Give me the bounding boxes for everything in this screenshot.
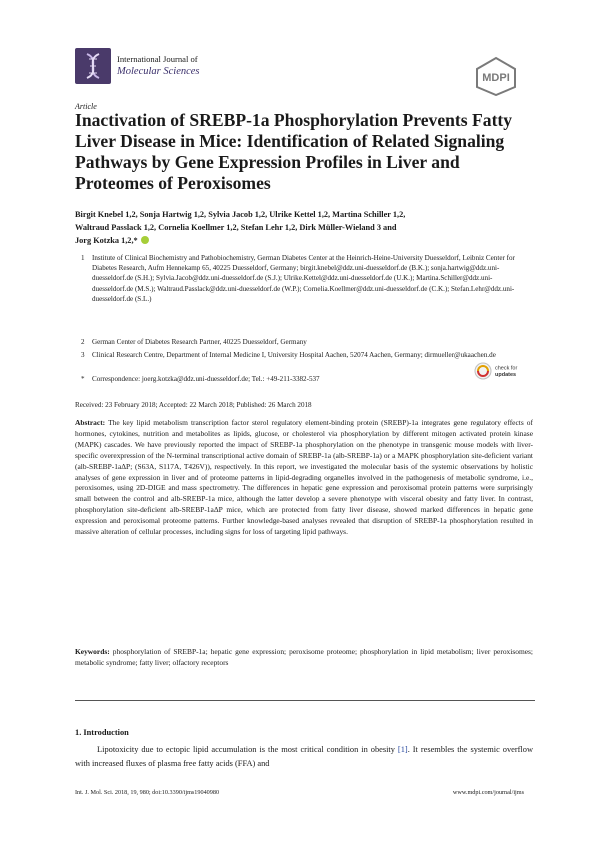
keywords	[75, 647, 533, 669]
author-line-2	[75, 221, 535, 234]
section-heading-introduction: 1. Introduction	[75, 728, 129, 737]
section-divider	[75, 700, 535, 701]
journal-logo	[75, 48, 111, 84]
dna-icon	[75, 48, 111, 84]
journal-name-line2: Molecular Sciences	[117, 66, 200, 77]
affiliation-number: *	[81, 375, 85, 383]
mdpi-logo	[474, 56, 518, 96]
affiliation-1	[75, 253, 515, 304]
author-line-1	[75, 208, 535, 221]
author-list	[75, 208, 535, 247]
introduction-paragraph	[75, 743, 533, 770]
mdpi-logo-text: MDPI	[482, 72, 510, 84]
footer-citation: Int. J. Mol. Sci. 2018, 19, 980; doi:10.3390/ijms19040980	[75, 789, 220, 796]
affiliation-text: German Center of Diabetes Research Partner, 40225 Duesseldorf, Germany	[92, 338, 307, 346]
paper-title: Inactivation of SREBP-1a Phosphorylation Prevents Fatty Liver Disease in Mice: Identification of Related Signaling Pathways by Gene Expression Profiles in Liver and Proteomes of Peroxisomes	[75, 110, 513, 193]
journal-name-line1: International Journal of	[117, 54, 198, 64]
intro-text-2: . It resembles the systemic overflow with increased fluxes of plasma free fatty acids (FFA) and	[75, 745, 533, 768]
footer-journal-url[interactable]: www.mdpi.com/journal/ijms	[452, 789, 524, 796]
affiliation-number: 3	[81, 351, 85, 359]
authors-line3-text: Jorg Kotzka 1,2,*	[75, 236, 138, 245]
affiliation-3	[75, 350, 515, 360]
orcid-icon[interactable]	[141, 236, 149, 244]
citation-link[interactable]: [1]	[397, 745, 408, 754]
article-type: Article	[75, 102, 97, 111]
authors-line1-text: Birgit Knebel 1,2, Sonja Hartwig 1,2, Sylvia Jacob 1,2, Ulrike Kettel 1,2, Martina Schiller 1,2,	[75, 210, 406, 219]
correspondence	[75, 374, 515, 384]
correspondence-text: Correspondence: joerg.kotzka@ddz.uni-duesseldorf.de; Tel.: +49-211-3382-537	[92, 375, 320, 383]
keywords-label: Keywords:	[75, 647, 110, 656]
affiliation-2	[75, 337, 515, 347]
check-for-updates-button[interactable]	[474, 361, 522, 381]
affiliation-text: Institute of Clinical Biochemistry and Pathobiochemistry, German Diabetes Center at the Heinrich-Heine-University Duesseldorf, Leibniz Center for Diabetes Research, Aufm Hennekamp 65, 40225 Duesseldorf, Germany; birgit.knebel@ddz.uni-duesseldorf.de (B.K.); sonja.hartwig@ddz.uni-duesseldorf.de (S.H.); Sylvia.Jacob@ddz.uni-duesseldorf.de (S.J.); Ulrike.Kettel@ddz.uni-duesseldorf.de (U.K.); Martina.Schiller@ddz.uni-duesseldorf.de (M.S.); Waltraud.Passlack@ddz.uni-duesseldorf.de (W.P.); Cornelia.Koellmer@ddz.uni-duesseldorf.de (C.K.); Stefan.Lehr@ddz.uni-duesseldorf.de (S.L.)	[92, 254, 515, 303]
check-updates-line2: updates	[495, 372, 517, 378]
abstract-label: Abstract:	[75, 418, 106, 427]
affiliation-number: 1	[81, 254, 85, 262]
authors-line2-text: Waltraud Passlack 1,2, Cornelia Koellmer 1,2, Stefan Lehr 1,2, Dirk Müller-Wieland 3 and	[75, 223, 397, 232]
publication-dates: Received: 23 February 2018; Accepted: 22 March 2018; Published: 26 March 2018	[75, 401, 312, 409]
abstract	[75, 418, 533, 538]
affiliation-text: Clinical Research Centre, Department of Internal Medicine I, University Hospital Aachen, 52074 Aachen, Germany; dirmueller@ukaachen.de	[92, 351, 496, 359]
intro-text-1: Lipotoxicity due to ectopic lipid accumulation is the most critical condition in obesity	[97, 745, 398, 754]
keywords-text: phosphorylation of SREBP-1a; hepatic gene expression; peroxisome proteome; phosphorylation in lipid metabolism; liver peroxisomes; metabolic syndrome; fatty liver; olfactory receptors	[75, 647, 533, 667]
affiliation-number: 2	[81, 338, 85, 346]
abstract-text: The key lipid metabolism transcription factor sterol regulatory element-binding protein (SREBP)-1a integrates gene regulatory effects of hormones, cytokines, nutrition and metabolites as lipids, glucose, or cholesterol via phosphorylation by different mitogen activated protein kinase (MAPK) cascades. We have previously reported the impact of SREBP-1a phosphorylation on the phenotype in transgenic mouse models with liver-specific overexpression of the N-terminal transcriptional active domain of SREBP-1a (alb-SREBP-1a) or a MAPK phosphorylation site-deficient variant (alb-SREBP-1aΔP; (S63A, S117A, T426V)), respectively. In this report, we investigated the molecular basis of the systemic observations by holistic analyses of gene expression in liver and of proteome patterns in lipid-degrading organelles involved in the pathogenesis of metabolic syndrome, i.e., peroxisomes, using 2D-DIGE and mass spectrometry. The differences in hepatic gene expression and peroxisomal protein patterns were surprisingly small between the control and alb-SREBP-1a mice, although the latter develop a severe phenotype with visceral obesity and fatty liver. In contrast, phosphorylation site-deficient alb-SREBP-1aΔP mice, which are protected from fatty liver disease, showed marked differences in hepatic gene expression and peroxisomal proteome patterns. Further knowledge-based analyses revealed that disruption of SREBP-1a phosphorylation resulted in massive alteration of cellular processes, including signs for loss of targeting lipid pathways.	[75, 418, 533, 537]
check-updates-line1: check for	[495, 365, 518, 372]
author-line-3	[75, 234, 535, 247]
